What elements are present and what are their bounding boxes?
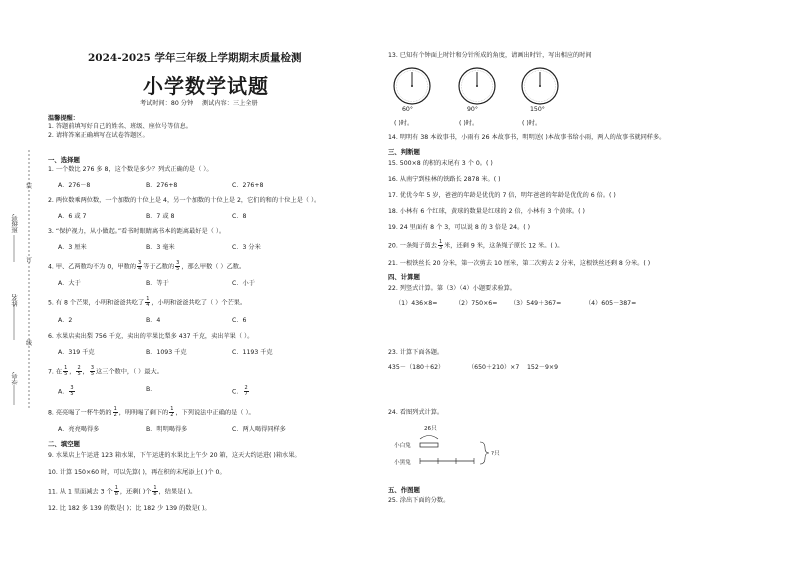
q7-fraction-3: $\frac{3}{5}$ [90, 365, 94, 377]
q4-fraction-1: $\frac{3}{4}$ [138, 260, 142, 272]
q24-stem: 24. 看图列式计算。 [388, 409, 444, 416]
q5-option-b: B．4 [146, 317, 161, 324]
q12-stem: 12. 比 182 多 139 的数是( )；比 182 少 139 的数是( )。 [48, 505, 211, 512]
q20-fraction: $\frac{1}{3}$ [438, 239, 443, 251]
q1-option-a: A．276－8 [58, 182, 91, 189]
q6-option-c: C．1193 千克 [232, 349, 273, 356]
q17-stem: 17. 优优今年 5 岁，爸爸的年龄是优优的 7 倍，明年爸爸的年龄是优优的 6 倍。( ) [388, 192, 616, 199]
q5-option-a: A．2 [58, 317, 73, 324]
q2-option-a: A．6 或 7 [58, 213, 87, 220]
svg-text:订: 订 [26, 257, 33, 264]
q3-option-c: C．3 分米 [232, 244, 261, 251]
clock-face-1 [392, 66, 432, 106]
q22-item-2: （2）750×6= [455, 300, 498, 307]
binding-margin [0, 0, 40, 562]
q7-fraction-1: $\frac{1}{5}$ [64, 365, 68, 377]
q2-option-b: B．7 或 8 [146, 213, 175, 220]
q1-option-c: C．276+8 [232, 182, 264, 189]
q10-stem: 10. 计算 150×60 时，可以先算( )，再在积的末尾添上( )个 0。 [48, 469, 226, 476]
exam-time: 考试时间：80 分钟 [140, 100, 194, 107]
q13-stem: 13. 已知有个钟面上时针和分针所成的角度，请画出时针，写出相应的时间 [388, 52, 592, 59]
q4-fraction-2: $\frac{3}{5}$ [176, 260, 180, 272]
clock-angle-2: 90° [467, 106, 478, 113]
q20-stem: 20. 一条绳子剪去 $\frac{1}{3}$ 米，还剩 9 米，这条绳子原长 12 米。( )。 [388, 239, 564, 251]
q11-fraction-2: $\frac{1}{8}$ [153, 485, 157, 497]
q16-stem: 16. 从南宁到桂林的铁路长 2878 米。( ) [388, 176, 501, 183]
clock-answer-3[interactable]: ( )时。 [522, 120, 542, 127]
q22-item-4: （4）605－387= [585, 300, 637, 307]
q4-option-a: A．大于 [58, 280, 81, 287]
q3-stem: 3. “保护视力，从小做起。”看书时眼睛离书本的距离最好是（ ）。 [48, 228, 226, 235]
q3-option-a: A．3 厘米 [58, 244, 87, 251]
binding-label-id: 学号 [11, 372, 19, 385]
q19-stem: 19. 24 里面有 8 个 3，可以说 8 的 3 倍是 24。( ) [388, 224, 531, 231]
clock-answer-1[interactable]: ( )时。 [394, 120, 414, 127]
clock-face-2 [457, 66, 497, 106]
q11-stem: 11. 从 1 里面减去 3 个 $\frac{1}{8}$ ，还剩( )个 $\frac{1}{8}$ ，结果是( )。 [48, 485, 197, 497]
q24-row-label-black: 小黑兔 [394, 460, 411, 466]
exam-title-line2: 小学数学试题 [143, 74, 269, 98]
svg-text:线: 线 [26, 340, 33, 347]
q11-fraction-1: $\frac{1}{8}$ [114, 485, 118, 497]
q23-stem: 23. 计算下面各题。 [388, 349, 444, 356]
section-draw-heading: 五、作图题 [388, 486, 420, 494]
q23-item-1: 435－（180＋62） [388, 364, 445, 371]
q7-option-c: C． $\frac{2}{7}$ [232, 385, 248, 397]
q8-option-c: C．两人喝得同样多 [232, 426, 286, 433]
q4-option-b: B．等于 [146, 280, 169, 287]
binding-label-name: 姓名 [11, 294, 19, 307]
q15-stem: 15. 500×8 的积的末尾有 3 个 0。( ) [388, 160, 493, 167]
q2-option-c: C．8 [232, 213, 247, 220]
q6-stem: 6. 水果店卖出梨 756 千克，卖出的苹果比梨多 437 千克，卖出苹果（ ）。 [48, 333, 254, 340]
clock-angle-3: 150° [530, 106, 545, 113]
q4-stem: 4. 甲、乙两数均不为 0，甲数的 $\frac{3}{4}$ 等于乙数的 $\frac{3}{5}$ ，那么甲数（ ）乙数。 [48, 260, 246, 272]
q9-stem: 9. 水果店上午运进 123 箱水果，下午运进的水果比上午少 20 箱，这天大约运进( )箱水果。 [48, 452, 301, 459]
q8-stem: 8. 亮亮喝了一杯牛奶的 $\frac{1}{2}$ ，明明喝了剩下的 $\frac{1}{2}$ ，下列说法中正确的是（ ）。 [48, 406, 255, 418]
q24-row-label-white: 小白兔 [394, 443, 411, 449]
q24-top-label: 26只 [424, 426, 437, 432]
q1-option-b: B．276+8 [146, 182, 178, 189]
section-fill-heading: 二、填空题 [48, 440, 80, 448]
q5-option-c: C．6 [232, 317, 247, 324]
exam-title-line1: 2024-2025 学年三年级上学期期末质量检测 [88, 52, 302, 64]
q1-stem: 1. 一个数比 276 多 8，这个数是多少？列式正确的是（ ）。 [48, 166, 213, 173]
q22-stem: 22. 列竖式计算。第（3）（4）小题要求验算。 [388, 285, 516, 292]
q22-item-3: （3）549＋367= [510, 300, 562, 307]
q7-option-b: B． [146, 386, 157, 393]
notice-item-1: 1. 答题前填写好自己的姓名、班级、座位号等信息。 [48, 123, 192, 130]
clock-answer-2[interactable]: ( )时。 [459, 120, 479, 127]
q8-fraction-2: $\frac{1}{2}$ [170, 406, 174, 418]
q23-item-3: 152－9×9 [527, 364, 559, 371]
q7-option-a: A． $\frac{3}{5}$ [58, 385, 74, 397]
q7-fraction-2: $\frac{2}{5}$ [77, 365, 81, 377]
q8-fraction-1: $\frac{1}{2}$ [113, 406, 117, 418]
q4-option-c: C．小于 [232, 280, 255, 287]
q5-fraction: $\frac{1}{4}$ [146, 296, 150, 308]
q8-option-b: B．明明喝得多 [146, 426, 188, 433]
q21-stem: 21. 一根铁丝长 20 分米，第一次剪去 10 厘米，第二次剪去 2 分米，这根铁丝还剩 8 分米。( ) [388, 260, 651, 267]
q18-stem: 18. 小林有 6 个红球，黄球的数量是红球的 2 倍，小林有 3 个黄球。( ) [388, 208, 585, 215]
q5-stem: 5. 有 8 个芒果，小明和爸爸共吃了 $\frac{1}{4}$ ，小明和爸爸共吃了（ ）个芒果。 [48, 296, 247, 308]
q3-option-b: B．3 毫米 [146, 244, 175, 251]
binding-label-class: 班级号 [11, 214, 19, 234]
q2-stem: 2. 两位数乘两位数，一个加数的十位上是 4，另一个加数的十位上是 2，它们的和的十位上是（ ）。 [48, 197, 321, 204]
svg-text:装: 装 [26, 183, 33, 190]
q14-stem: 14. 明明有 38 本故事书，小雨有 26 本故事书，明明送( )本故事书给小雨，两人的故事书就同样多。 [388, 134, 666, 141]
q24-question-label: ?只 [491, 451, 500, 457]
notice-heading: 温馨提醒： [48, 115, 79, 122]
exam-scope: 测试内容：三上全册 [202, 100, 258, 107]
q25-stem: 25. 涂出下面的分数。 [388, 497, 450, 504]
q7-stem: 7. 在 $\frac{1}{5}$ ， $\frac{2}{5}$ ， $\frac{3}{5}$ 这三个数中，（ ）最大。 [48, 365, 163, 377]
section-calc-heading: 四、计算题 [388, 273, 420, 281]
q23-item-2: （650＋210）×7 [468, 364, 520, 371]
binding-line-art [0, 0, 40, 562]
q8-option-a: A．亮亮喝得多 [58, 426, 100, 433]
section-judge-heading: 三、判断题 [388, 148, 420, 156]
q6-option-b: B．1093 千克 [146, 349, 187, 356]
notice-item-2: 2. 请将答案正确填写在试卷答题区。 [48, 132, 149, 139]
q6-option-a: A．319 千克 [58, 349, 95, 356]
section-choice-heading: 一、选择题 [48, 156, 80, 164]
clock-face-3 [520, 66, 560, 106]
clock-angle-1: 60° [402, 106, 413, 113]
q22-item-1: （1）436×8= [395, 300, 438, 307]
